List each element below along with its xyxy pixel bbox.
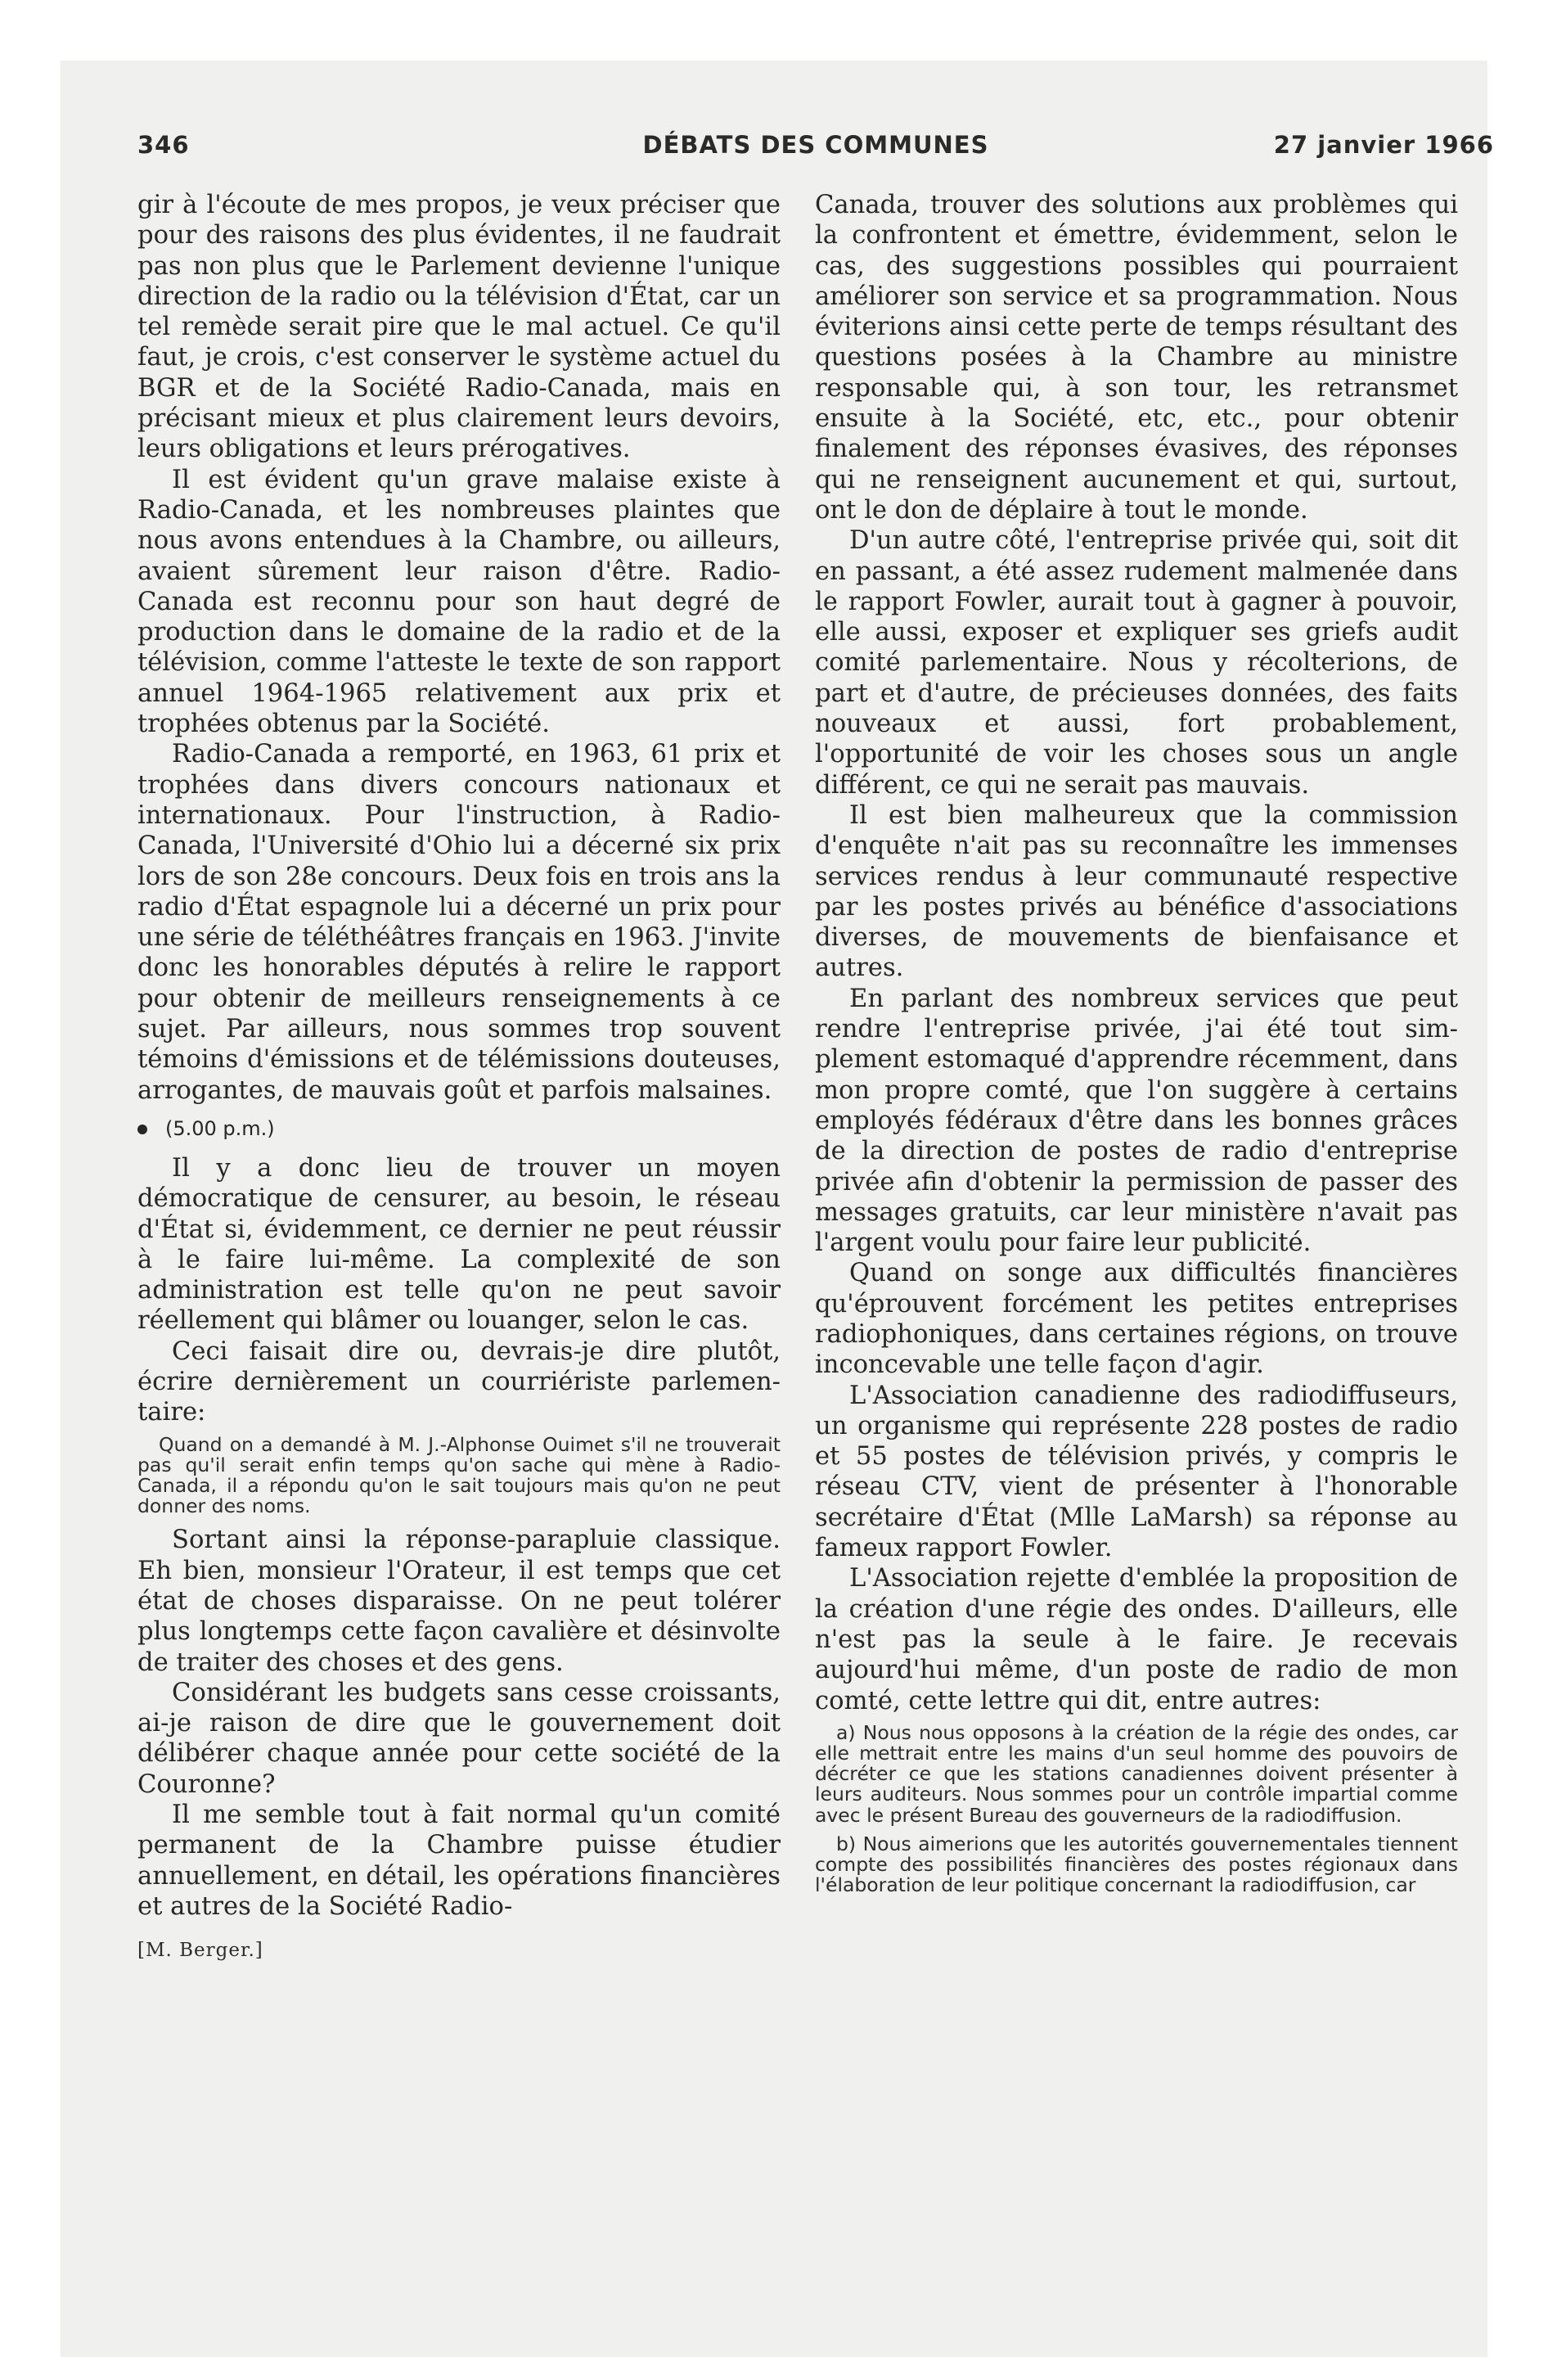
paragraph: En parlant des nombreux services que peut rendre l'entreprise privée, j'ai été tout simplement estomaqué d'apprendre récemment, dans mon propre comté, que l'on suggère à certains employés fédéraux d'être dans les bonnes grâces de la direction de postes de radio d'entreprise privée afin d'obtenir la permission de passer des messages gratuits, car leur ministère n'avait pas l'argent voulu pour faire leur publicité. xyxy=(815,984,1458,1258)
paragraph: Il est évident qu'un grave malaise existe à Radio-Canada, et les nombreuses plaintes que nous avons entendues à la Chambre, ou ailleurs, avaient sûrement leur raison d'être. Radio-Canada est reconnu pour son haut degré de production dans le domaine de la radio et de la télévision, comme l'atteste le texte de son rapport annuel 1964-1965 relativement aux prix et trophées obtenus par la Société. xyxy=(137,465,781,739)
bullet-icon xyxy=(137,1125,147,1134)
paragraph: Quand on songe aux difficultés financières qu'éprouvent forcément les petites entreprises radiophoniques, dans certaines régions, on trouve inconcevable une telle façon d'agir. xyxy=(815,1259,1458,1380)
paragraph: Il y a donc lieu de trouver un moyen démocratique de censurer, au besoin, le réseau d'État si, évidemment, ce dernier ne peut réussir à le faire lui-même. La complexité de son administration est telle qu'on ne peut savoir réellement qui blâmer ou louanger, selon le cas. xyxy=(137,1153,781,1336)
paragraph: Il est bien malheureux que la commission d'enquête n'ait pas su reconnaître les immenses services rendus à leur communauté respective par les postes privés au bénéfice d'associations diverses, de mouvements de bienfaisance et autres. xyxy=(815,800,1458,983)
paragraph: Canada, trouver des solutions aux problèmes qui la confrontent et émettre, évidemment, selon le cas, des suggestions possibles qui pourraient améliorer son service et sa programmation. Nous éviterions ainsi cette perte de temps résultant des questions posées à la Chambre au ministre responsable qui, à son tour, les retransmet ensuite à la Société, etc, etc., pour obtenir finalement des réponses évasives, des réponses qui ne renseignent aucunement et qui, surtout, ont le don de déplaire à tout le monde. xyxy=(815,191,1458,525)
block-quote: b) Nous aimerions que les autorités gouvernementales tiennent compte des possibilités financières des postes régionaux dans l'élaboration de leur politique concernant la radiodiffusion, car xyxy=(815,1832,1458,1897)
issue-date: 27 janvier 1966 xyxy=(1273,131,1494,159)
page-number: 346 xyxy=(137,131,190,159)
paragraph: Il me semble tout à fait normal qu'un comité permanent de la Chambre puisse étudier annuellement, en détail, les opérations financières et autres de la Société Radio- xyxy=(137,1801,781,1921)
paragraph: D'un autre côté, l'entreprise privée qui, soit dit en passant, a été assez rudement malmenée dans le rapport Fowler, aurait tout à gagner à pouvoir, elle aussi, exposer et expliquer ses griefs audit comité parlementaire. Nous y récolterions, de part et d'autre, de précieuses données, des faits nouveaux et aussi, fort probablement, l'opportunité de voir les choses sous un angle différent, ce qui ne serait pas mauvais. xyxy=(815,526,1458,800)
running-header xyxy=(137,131,1494,170)
time-stamp xyxy=(137,1114,781,1143)
paragraph: Considérant les budgets sans cesse croissants, ai-je raison de dire que le gouvernement doit délibérer chaque année pour cette société de la Couronne? xyxy=(137,1678,781,1799)
block-quote: a) Nous nous opposons à la création de la régie des ondes, car elle mettrait entre les mains d'un seul homme des pouvoirs de décréter ce que les stations canadiennes doivent présenter à leurs auditeurs. Nous sommes pour un contrôle impartial comme avec le présent Bureau des gouverneurs de la radiodiffusion. xyxy=(815,1720,1458,1827)
paragraph: L'Association rejette d'emblée la proposition de la création d'une régie des ondes. D'ailleurs, elle n'est pas la seule à le faire. Je recevais aujourd'hui même, d'un poste de radio de mon comté, cette lettre qui dit, entre autres: xyxy=(815,1564,1458,1715)
journal-title: DÉBATS DES COMMUNES xyxy=(642,131,989,159)
paragraph: Sortant ainsi la réponse-parapluie classique. Eh bien, monsieur l'Orateur, il est temps que cet état de choses disparaisse. On ne peut tolérer plus longtemps cette façon cavalière et désinvolte de traiter des choses et des gens. xyxy=(137,1526,781,1677)
paragraph: gir à l'écoute de mes propos, je veux préciser que pour des raisons des plus évidentes, il ne faudrait pas non plus que le Parlement devienne l'unique direction de la radio ou la télévision d'État, car un tel remède serait pire que le mal actuel. Ce qu'il faut, je crois, c'est conserver le système actuel du BGR et de la Société Radio-Canada, mais en précisant mieux et plus clairement leurs devoirs, leurs obligations et leurs prérogatives. xyxy=(137,191,781,464)
paragraph: Radio-Canada a remporté, en 1963, 61 prix et trophées dans divers concours nationaux et internationaux. Pour l'instruction, à Radio-Canada, l'Université d'Ohio lui a décerné six prix lors de son 28e concours. Deux fois en trois ans la radio d'État espagnole lui a décerné un prix pour une série de téléthéâtres français en 1963. J'invite donc les honorables députés à relire le rapport pour obtenir de meilleurs renseignements à ce sujet. Par ailleurs, nous sommes trop souvent témoins d'émissions et de télémissions douteuses, arrogantes, de mauvais goût et parfois malsaines. xyxy=(137,740,781,1105)
paragraph: L'Association canadienne des radiodiffuseurs, un organisme qui représente 228 postes de radio et 55 postes de télévision privés, y compris le réseau CTV, vient de présenter à l'honorable secrétaire d'État (Mlle LaMarsh) sa réponse au fameux rapport Fowler. xyxy=(815,1381,1458,1563)
paragraph: Ceci faisait dire ou, devrais-je dire plutôt, écrire dernièrement un courriériste parlementaire: xyxy=(137,1336,781,1427)
time-stamp-text: (5.00 p.m.) xyxy=(165,1116,275,1140)
speaker-attribution: [M. Berger.] xyxy=(137,1940,263,1962)
left-column xyxy=(137,190,781,1963)
right-column xyxy=(815,190,1458,1904)
block-quote: Quand on a demandé à M. J.-Alphonse Ouimet s'il ne trouverait pas qu'il serait enfin temps qu'on sache qui mène à Radio-Canada, il a répondu qu'on le sait toujours mais qu'on ne peut donner des noms. xyxy=(137,1432,781,1518)
